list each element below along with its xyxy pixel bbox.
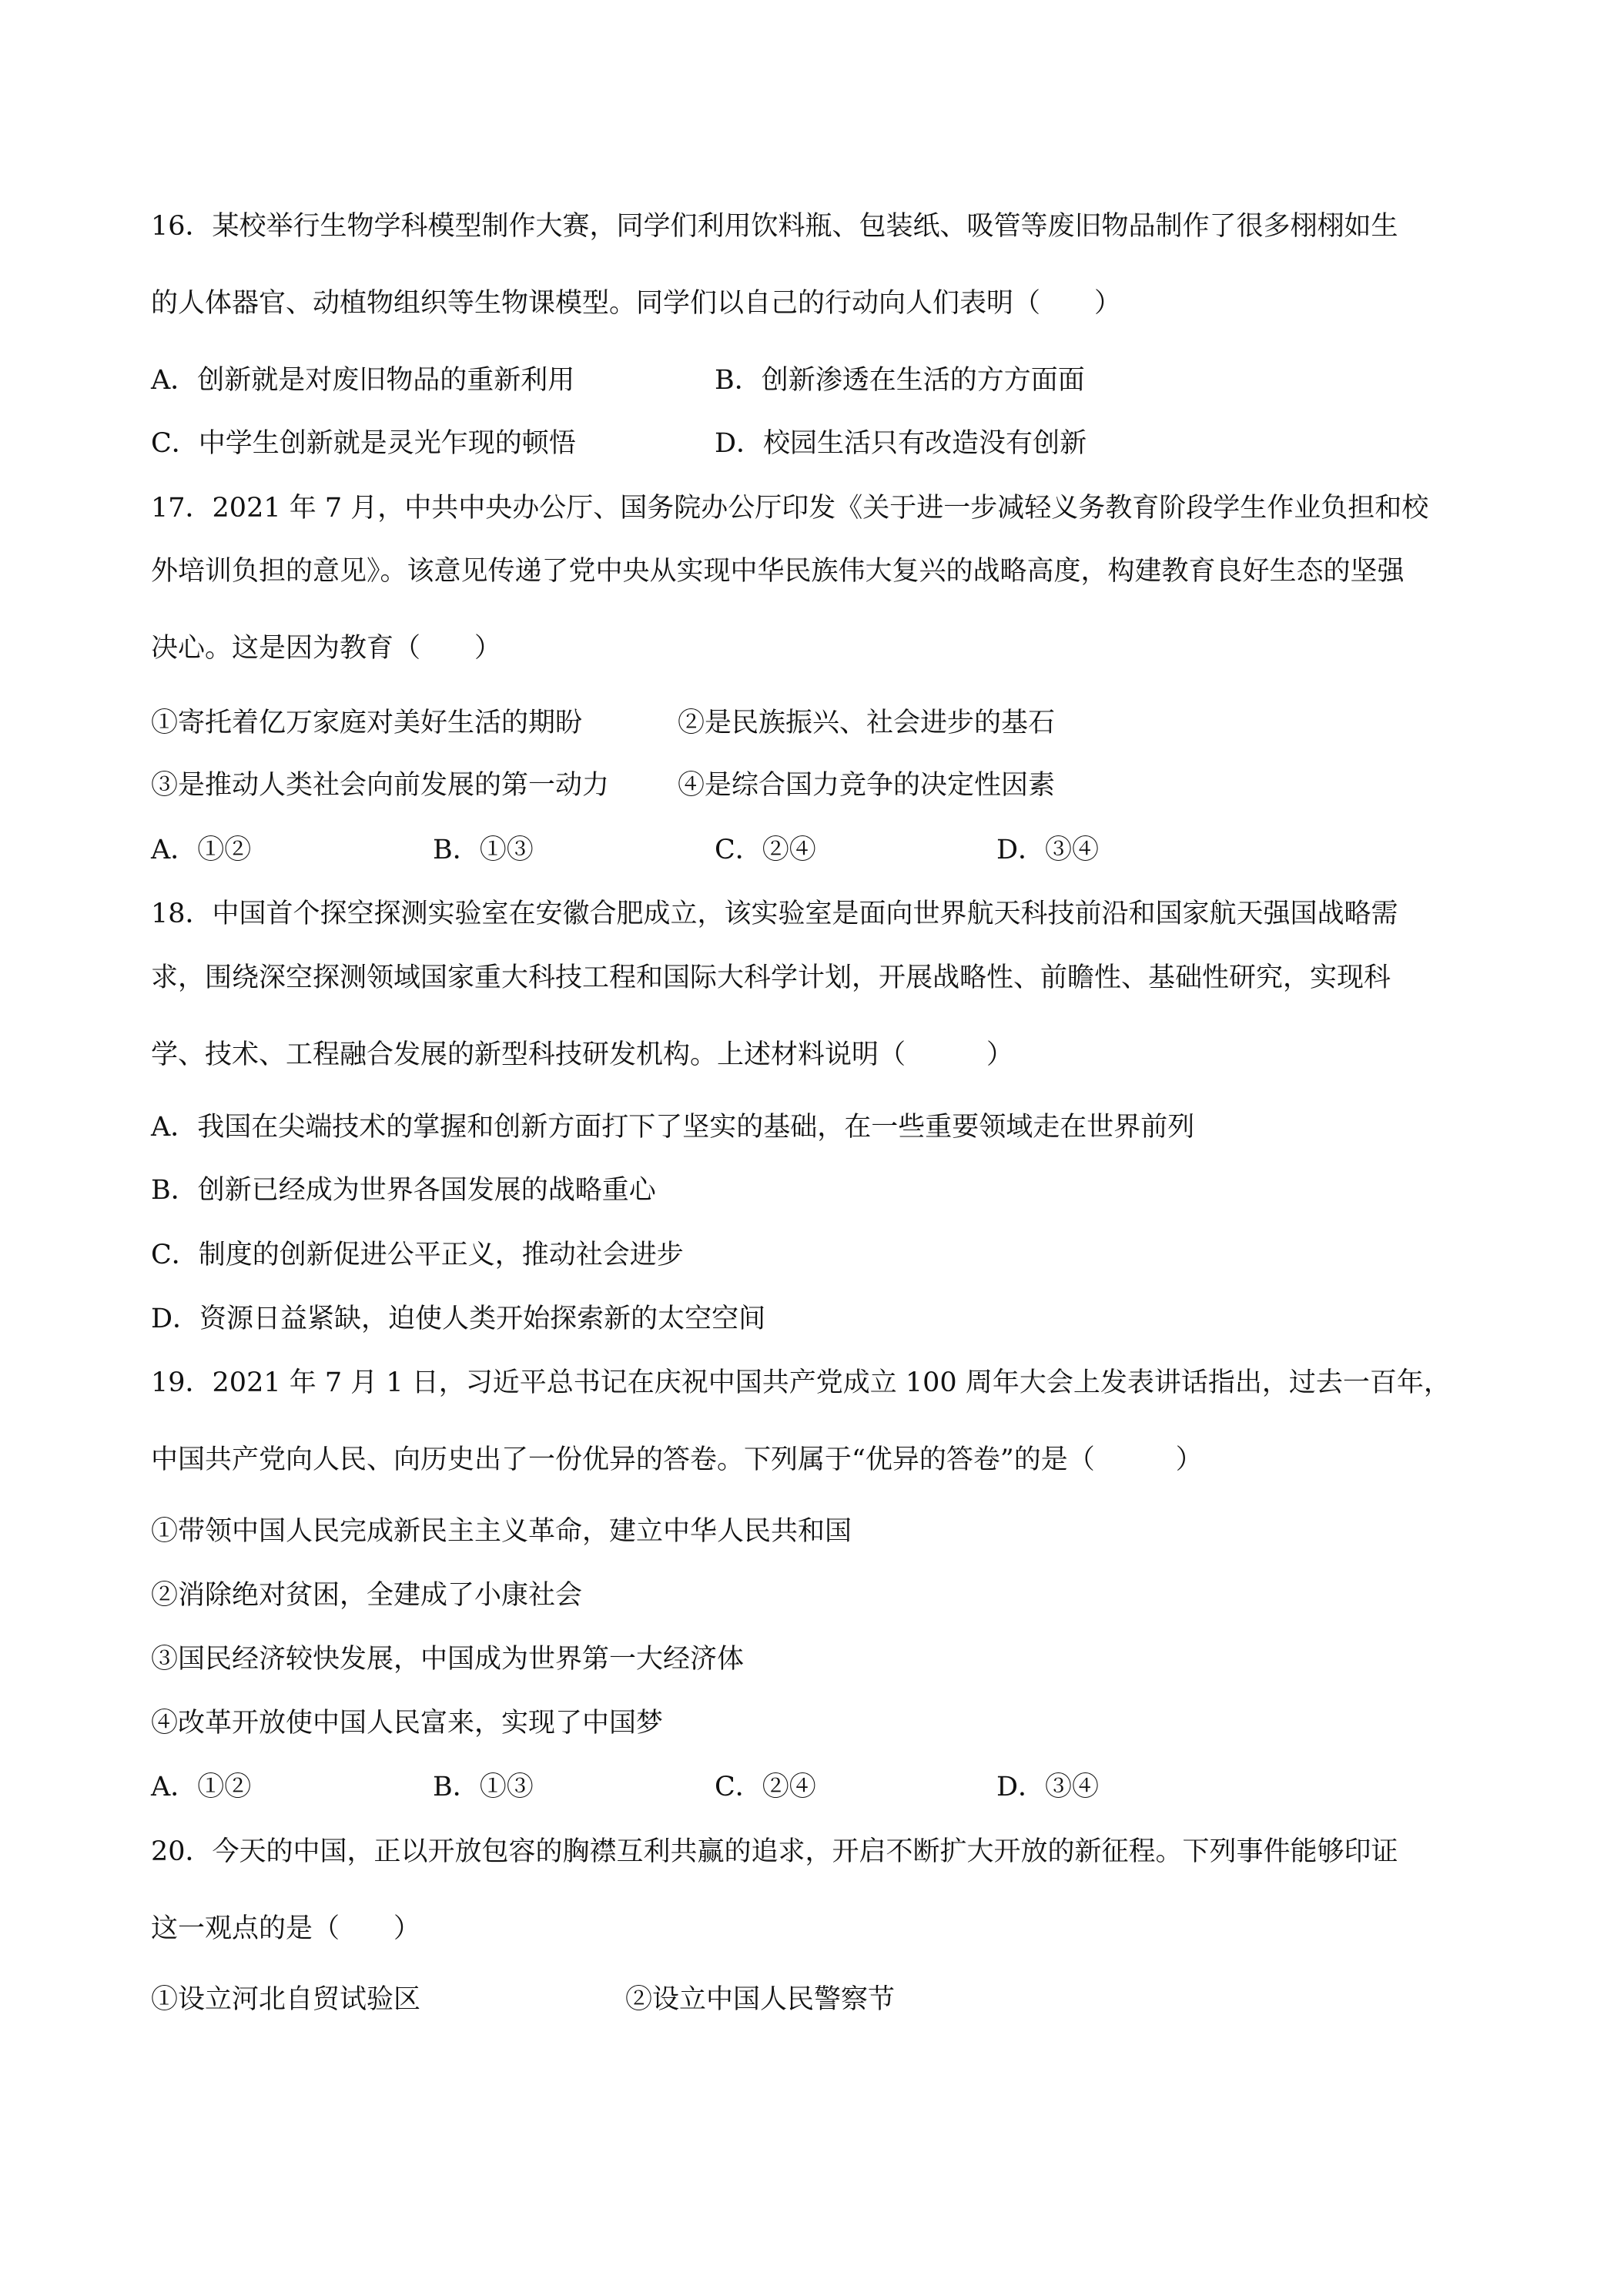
q19-stem-line1: 19．2021 年 7 月 1 日，习近平总书记在庆祝中国共产党成立 100 周年大会上发表讲话指出，过去一百年， bbox=[151, 1367, 1451, 1398]
q20-statement-1: ①设立河北自贸试验区 bbox=[151, 1984, 421, 2015]
q19-statement-4: ④改革开放使中国人民富来，实现了中国梦 bbox=[151, 1708, 664, 1739]
q18-stem-line2: 求，围绕深空探测领域国家重大科技工程和国际大科学计划，开展战略性、前瞻性、基础性研究，实现科 bbox=[151, 962, 1391, 993]
q18-option-d: D．资源日益紧缺，迫使人类开始探索新的太空空间 bbox=[151, 1304, 766, 1334]
q17-option-a: A．①② bbox=[151, 835, 252, 865]
q20-statement-2: ②设立中国人民警察节 bbox=[625, 1984, 896, 2015]
q17-stem-line2: 外培训负担的意见》。该意见传递了党中央从实现中华民族伟大复兴的战略高度，构建教育良好生态的坚强 bbox=[151, 556, 1405, 587]
q18-stem-line3: 学、技术、工程融合发展的新型科技研发机构。上述材料说明（ ） bbox=[151, 1039, 1014, 1070]
q19-statement-2: ②消除绝对贫困，全建成了小康社会 bbox=[151, 1580, 583, 1611]
q17-option-c: C．②④ bbox=[715, 835, 816, 865]
q19-option-c: C．②④ bbox=[715, 1772, 816, 1802]
q20-stem-line2: 这一观点的是（ ） bbox=[151, 1913, 421, 1944]
q17-option-d: D．③④ bbox=[996, 835, 1100, 865]
q17-statement-1: ①寄托着亿万家庭对美好生活的期盼 bbox=[151, 708, 583, 738]
q18-option-b: B．创新已经成为世界各国发展的战略重心 bbox=[151, 1175, 656, 1206]
q16-stem-line1: 16．某校举行生物学科模型制作大赛，同学们利用饮料瓶、包装纸、吸管等废旧物品制作了很多栩栩如生 bbox=[151, 211, 1398, 242]
q17-statement-3: ③是推动人类社会向前发展的第一动力 bbox=[151, 770, 610, 801]
q17-stem-line3: 决心。这是因为教育（ ） bbox=[151, 633, 502, 664]
q19-option-b: B．①③ bbox=[433, 1772, 534, 1802]
q18-option-c: C．制度的创新促进公平正义，推动社会进步 bbox=[151, 1240, 684, 1270]
q19-statement-1: ①带领中国人民完成新民主主义革命，建立中华人民共和国 bbox=[151, 1516, 852, 1547]
q18-option-a: A．我国在尖端技术的掌握和创新方面打下了坚实的基础，在一些重要领域走在世界前列 bbox=[151, 1112, 1195, 1143]
q18-stem-line1: 18．中国首个探空探测实验室在安徽合肥成立，该实验室是面向世界航天科技前沿和国家航天强国战略需 bbox=[151, 899, 1398, 929]
q17-option-b: B．①③ bbox=[433, 835, 534, 865]
q19-statement-3: ③国民经济较快发展，中国成为世界第一大经济体 bbox=[151, 1644, 745, 1675]
q17-statement-2: ②是民族振兴、社会进步的基石 bbox=[678, 708, 1056, 738]
q17-stem-line1: 17．2021 年 7 月，中共中央办公厅、国务院办公厅印发《关于进一步减轻义务教育阶段学生作业负担和校 bbox=[151, 493, 1429, 524]
q16-stem-line2: 的人体器官、动植物组织等生物课模型。同学们以自己的行动向人们表明（ ） bbox=[151, 288, 1122, 319]
q16-option-c: C．中学生创新就是灵光乍现的顿悟 bbox=[151, 428, 576, 459]
q20-stem-line1: 20．今天的中国，正以开放包容的胸襟互利共赢的追求，开启不断扩大开放的新征程。下列事件能够印证 bbox=[151, 1836, 1398, 1867]
q19-stem-line2: 中国共产党向人民、向历史出了一份优异的答卷。下列属于“优异的答卷”的是（ ） bbox=[151, 1444, 1203, 1475]
q16-option-b: B．创新渗透在生活的方方面面 bbox=[715, 365, 1085, 396]
q16-option-d: D．校园生活只有改造没有创新 bbox=[715, 428, 1087, 459]
q16-option-a: A．创新就是对废旧物品的重新利用 bbox=[151, 365, 575, 396]
q19-option-d: D．③④ bbox=[996, 1772, 1100, 1802]
q17-statement-4: ④是综合国力竞争的决定性因素 bbox=[678, 770, 1056, 801]
q19-option-a: A．①② bbox=[151, 1772, 252, 1802]
